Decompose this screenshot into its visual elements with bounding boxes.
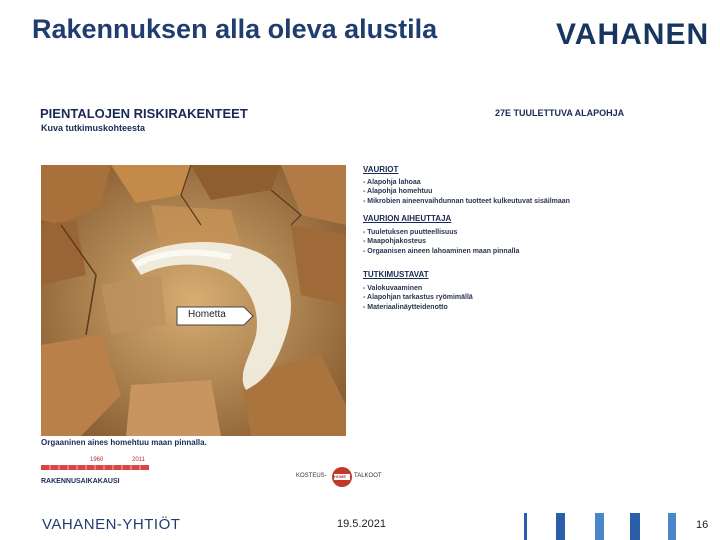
card-code: 27E TUULETTUVA ALAPOHJA bbox=[495, 108, 625, 118]
footer-date: 19.5.2021 bbox=[337, 518, 386, 530]
section-list-tutkimustavat bbox=[363, 284, 473, 312]
section-list-vauriot bbox=[363, 178, 570, 206]
list-item: - Tuuletuksen puutteellisuus bbox=[363, 229, 458, 236]
footer-company: VAHANEN-YHTIÖT bbox=[42, 516, 181, 533]
section-list-vaurion-aiheuttaja bbox=[363, 228, 519, 256]
list-item: - Orgaanisen aineen lahoaminen maan pinnalla bbox=[363, 247, 520, 255]
partner-logo-center: HOME bbox=[334, 474, 346, 479]
card-heading: PIENTALOJEN RISKIRAKENTEET bbox=[40, 106, 248, 121]
section-title-vauriot: VAURIOT bbox=[363, 165, 399, 174]
partner-logo-left: KOSTEUS- bbox=[296, 473, 327, 479]
list-item: - Alapohja homehtuu bbox=[363, 188, 433, 196]
footer-stripes bbox=[520, 513, 695, 540]
timeline-year-end: 2011 bbox=[132, 457, 145, 463]
mold-callout-label: Hometta bbox=[188, 309, 226, 320]
list-item: - Alapohja lahoaa bbox=[363, 179, 421, 186]
section-title-tutkimustavat: TUTKIMUSTAVAT bbox=[363, 270, 429, 279]
section-title-vaurion-aiheuttaja: VAURION AIHEUTTAJA bbox=[363, 214, 452, 223]
timeline-ticks bbox=[41, 462, 149, 473]
list-item: - Maapohjakosteus bbox=[363, 238, 427, 246]
list-item: - Valokuvaaminen bbox=[363, 285, 423, 292]
kosteus-home-talkoot-logo bbox=[296, 466, 380, 488]
crawlspace-photo bbox=[41, 165, 346, 436]
list-item: - Materiaalinäytteidenotto bbox=[363, 303, 448, 311]
photo-caption: Orgaaninen aines homehtuu maan pinnalla. bbox=[41, 438, 207, 447]
timeline-year-start: 1960 bbox=[90, 457, 104, 463]
page-number: 16 bbox=[696, 519, 709, 531]
list-item: - Mikrobien aineenvaihdunnan tuotteet kulkeutuvat sisäilmaan bbox=[363, 197, 570, 205]
partner-logo-right: TALKOOT bbox=[354, 473, 382, 479]
vahanen-logo: VAHANEN bbox=[556, 18, 710, 51]
timeline-label: RAKENNUSAIKAKAUSI bbox=[41, 478, 120, 485]
slide-title: Rakennuksen alla oleva alustila bbox=[32, 14, 438, 44]
list-item: - Alapohjan tarkastus ryömimällä bbox=[363, 294, 473, 302]
card-subheading: Kuva tutkimuskohteesta bbox=[41, 123, 146, 133]
